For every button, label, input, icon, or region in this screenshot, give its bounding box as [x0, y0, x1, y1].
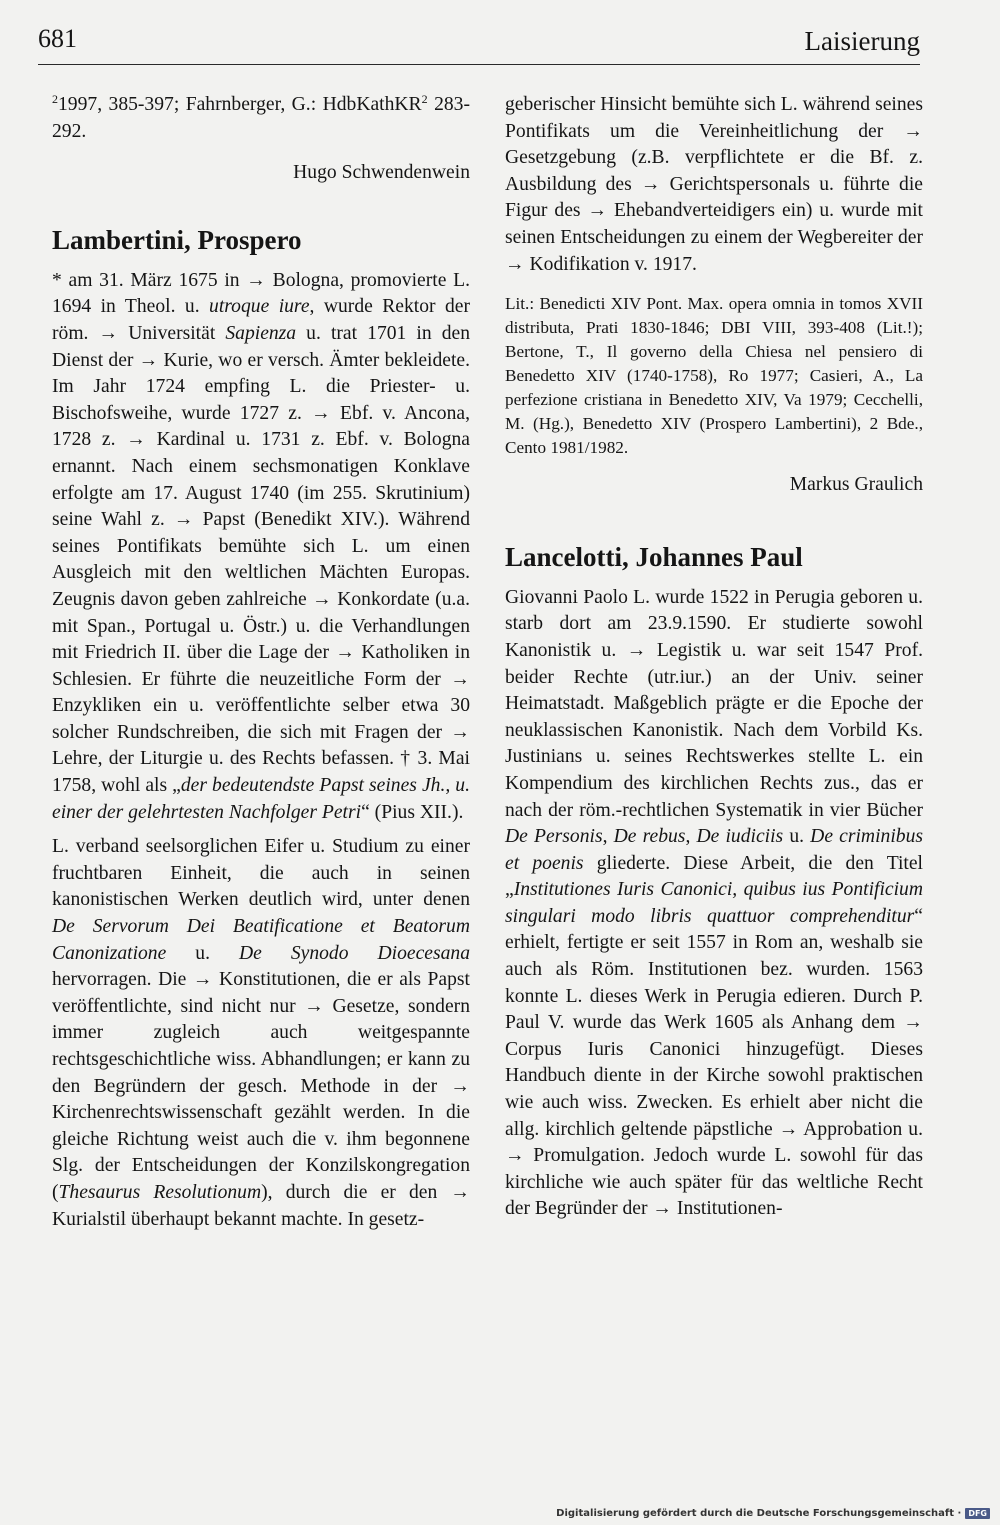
literature-list: Lit.: Benedicti XIV Pont. Max. opera omnia in tomos XVII distributa, Prati 1830-1846; DBI VIII, 393-408 (Lit.!); Bertone, T., Il governo della Chiesa nel pensiero di Benedetto XIV (1740-1758), Ro 1977; Casieri, A., La perfezione cristiana in Benedetto XIV, Va 1979; Cecchelli, M. (Hg.), Benedetto XIV (Prospero Lambertini), 2 Bde., Cento 1981/1982. [505, 294, 923, 458]
running-head: Laisierung [804, 26, 920, 56]
right-column [505, 92, 923, 1223]
dfg-logo-icon: DFG [965, 1508, 990, 1519]
footer-text: Digitalisierung gefördert durch die Deutsche Forschungsgemeinschaft · [556, 1508, 962, 1519]
lambertini-paragraph-3: geberischer Hinsicht bemühte sich L. während seines Pontifikats um die Vereinheitlichung der → Gesetzgebung (z.B. verpflichtete er die Bf. z. Ausbildung des → Gerichtspersonals u. führte die Figur des → Ehebandverteidigers ein) u. wurde mit seinen Entscheidungen zu einem der Wegbereiter der → Kodifikation v. 1917. [505, 94, 923, 275]
left-column [52, 92, 470, 1233]
digitization-footer [556, 1508, 990, 1519]
header-rule [38, 64, 920, 65]
entry-heading-lambertini: Lambertini, Prospero [52, 224, 302, 255]
continuation-text: $^2$1997, 385-397; Fahrnberger, G.: HdbKathKR$^2$ 283-292. [52, 92, 470, 142]
author-signature: Markus Graulich [789, 474, 923, 496]
author-signature: Hugo Schwendenwein [293, 162, 470, 184]
entry-heading-lancelotti: Lancelotti, Johannes Paul [505, 541, 803, 572]
lambertini-paragraph-1: * am 31. März 1675 in → Bologna, promovierte L. 1694 in Theol. u. utroque iure, wurde Rektor der röm. → Universität Sapienza u. trat 1701 in den Dienst der → Kurie, wo er versch. Ämter bekleidete. Im Jahr 1724 empfing L. die Priester- u. Bischofsweihe, wurde 1727 z. → Ebf. v. Ancona, 1728 z. → Kardinal u. 1731 z. Ebf. v. Bologna ernannt. Nach einem sechsmonatigen Konklave erfolgte am 17. August 1740 (im 255. Skrutinium) seine Wahl z. → Papst (Benedikt XIV.). Während seines Pontifikats bemühte sich L. um einen Ausgleich mit den weltlichen Mächten Europas. Zeugnis davon geben zahlreiche → Konkordate (u.a. mit Span., Portugal u. Östr.) u. die Verhandlungen mit Friedrich II. über die Lage der → Katholiken in Schlesien. Er führte die neuzeitliche Form der → Enzykliken ein u. veröffentlichte selber etwa 30 solcher Rundschreiben, die sich mit Fragen der → Lehre, der Liturgie u. des Rechts befassen. † 3. Mai 1758, wohl als „der bedeutendste Papst seines Jh., u. einer der gelehrtesten Nachfolger Petri“ (Pius XII.). [52, 269, 471, 823]
lancelotti-paragraph-1: Giovanni Paolo L. wurde 1522 in Perugia geboren u. starb dort am 23.9.1590. Er studierte sowohl Kanonistik u. → Legistik u. war seit 1547 Prof. beider Rechte (utr.iur.) an der Univ. seiner Heimatstadt. Maßgeblich prägte er die Epoche der neuklassischen Kanonistik. Nach dem Vorbild Ks. Justinians u. seines Rechtswerkes stellte L. ein Kompendium des kirchlichen Rechts zus., das er nach der röm.-rechtlichen Systematik in vier Bücher De Personis, De rebus, De iudiciis u. De criminibus et poenis gliederte. Diese Arbeit, die den Titel „Institutiones Iuris Canonici, quibus ius Pontificium singulari modo libris quattuor comprehenditur“ erhielt, fertigte er seit 1557 in Rom an, weshalb sie auch als Röm. Institutionen bez. wurden. 1563 konnte L. dieses Werk in Perugia edieren. Durch P. Paul V. wurde das Werk 1605 als Anhang dem → Corpus Iuris Canonici hinzugefügt. Dieses Handbuch diente in der Kirche sowohl praktischen wie auch wiss. Zwecken. Es erhielt aber nicht die allg. kirchlich geltende päpstliche → Approbation u. → Promulgation. Jedoch wurde L. sowohl für das kirchliche wie auch später für das weltliche Recht der Begründer der → Institutionen- [505, 586, 923, 1220]
page-number: 681 [38, 24, 77, 53]
lambertini-paragraph-2: L. verband seelsorglichen Eifer u. Studium zu einer fruchtbaren Einheit, die auch in seinen kanonistischen Werken deutlich wird, unter denen De Servorum Dei Beatificatione et Beatorum Canonizatione u. De Synodo Dioecesana hervorragen. Die → Konstitutionen, die er als Papst veröffentlichte, sind nicht nur → Gesetze, sondern immer zugleich auch weitgespannte rechtsgeschichtliche wiss. Abhandlungen; er kann zu den Begründern der gesch. Methode in der → Kirchenrechtswissenschaft gezählt werden. In die gleiche Richtung weist auch die v. ihm begonnene Slg. der Entscheidungen der Konzilskongregation (Thesaurus Resolutionum), durch die er den → Kurialstil überhaupt bekannt machte. In gesetz- [52, 836, 470, 1230]
